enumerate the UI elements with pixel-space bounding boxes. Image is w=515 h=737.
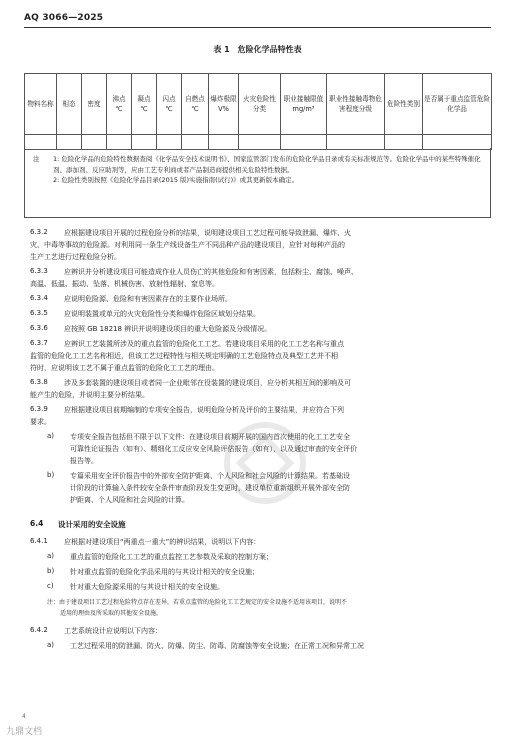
clause-text-line: 灾、中毒等事故的危险源。对利用同一条生产线设备生产不同品种产品的建设项目，应针对每种产品的 — [30, 241, 345, 249]
header-rule — [24, 27, 491, 28]
list-item-line: 工艺过程采用的防泄漏、防火、防爆、防尘、防毒、防腐蚀等安全设施；在正常工况和异常工况 — [70, 642, 364, 650]
table-header-cell: 密度 — [82, 74, 107, 135]
clause-text-line: 生产工艺进行过程危险分析。 — [30, 253, 121, 261]
clause-text-line: 应说明危险源、危险和有害因素存在的主要作业场所。 — [64, 295, 232, 303]
clause-text-line: 监管的危险化工工艺名称相近，但该工艺过程特性与相关规定明确的工艺危险特点及典型工艺并不相 — [30, 352, 338, 360]
note-line: 注：由于建设项目工艺过程危险特点存在差异，若重点监管的危险化工工艺规定的安全设施不适用该项目，说明不 — [47, 599, 348, 606]
clause-text-line: 应说明装置或单元的火灾危险性分类和爆炸危险区域划分结果。 — [64, 310, 260, 318]
table-header-cell: 职业性接触毒物危害程度分级 — [327, 74, 385, 135]
clause-text-line: 应辨识并分析建设项目可能造成作业人员伤亡的其他危险和有害因素，包括粉尘、腐蚀、噪声、 — [64, 268, 358, 276]
table-header-cell: 凝点 ℃ — [132, 74, 157, 135]
clause-number: 6.4.2 — [30, 626, 48, 634]
clause-text-line: 高温、低温、振动、坠落、机械伤害、放射性辐射、窒息等。 — [30, 280, 219, 288]
clause-text-line: 应按照 GB 18218 辨识并说明建设项目的重大危险源及分级情况。 — [64, 325, 272, 333]
list-item-line: 重点监管的危险化工工艺的重点监控工艺参数及采取的控制方案； — [70, 553, 273, 561]
list-item-line: 针对重点监管的危险化学品采用的与其设计相关的安全设施； — [70, 568, 259, 576]
clause-text-line: 能产生的危险，并说明主要分析结果。 — [30, 391, 149, 399]
clause-text-line: 涉及多套装置的建设项目或者同一企业毗邻在役装置的建设项目，应分析其相互间的影响及可 — [64, 379, 351, 387]
list-item-line: 针对重大危险源采用的与其设计相关的安全设施。 — [70, 583, 224, 591]
page-number: 4 — [22, 713, 26, 720]
table-header-cell: 火灾危险性分类 — [239, 74, 281, 135]
table-header-cell: 沸点 ℃ — [107, 74, 132, 135]
clause-number: 6.3.3 — [30, 267, 48, 275]
list-item-line: 可靠性论证报告（如有）、精细化工反应安全风险评估报告（如有），以及通过审查的安全评价 — [70, 445, 357, 453]
clause-number: 6.3.9 — [30, 405, 48, 413]
table-header-cell: 物料名称 — [25, 74, 57, 135]
table-header-cell: 闪点 ℃ — [157, 74, 182, 135]
table-notes — [24, 148, 491, 218]
clause-text-line: 应根据建设项目前期编制的专项安全报告，说明危险分析及评价的主要结果，并应符合下列 — [64, 406, 344, 414]
clause-text-line: 工艺系统设计应说明以下内容： — [64, 627, 162, 635]
clause-text-line: 要求。 — [30, 418, 51, 426]
standard-code: AQ 3066—2025 — [24, 13, 104, 23]
section-number: 6.4 — [30, 519, 44, 528]
list-item-label: c) — [47, 582, 54, 590]
clause-text-line: 应根据建设项目开展的过程危险分析的结果，说明建设项目工艺过程可能导致泄漏、爆炸、火 — [64, 229, 351, 237]
list-item-label: b) — [47, 567, 55, 575]
clause-number: 6.4.1 — [30, 537, 48, 545]
table-header-row — [25, 74, 492, 135]
table-title: 表 1 危险化学品特性表 — [213, 45, 302, 54]
section-title: 设计采用的安全设施 — [58, 520, 126, 529]
clause-text-line: 符时，应说明该工艺不属于重点监管的危险化工工艺的理由。 — [30, 364, 219, 372]
list-item-label: a) — [47, 641, 55, 649]
list-item-label: b) — [47, 471, 55, 479]
list-item-line: 护距离、个人风险和社会风险的计算。 — [70, 496, 189, 504]
list-item-line: 计阶段的计算输入条件较安全条件审查阶段发生变更时，建设单位重新组织开展外部安全防 — [70, 484, 350, 492]
hazardous-chemicals-table — [24, 73, 492, 150]
clause-number: 6.3.4 — [30, 294, 48, 302]
table-header-cell: 职业接触限值 mg/m³ — [281, 74, 327, 135]
clause-number: 6.3.2 — [30, 228, 48, 236]
clause-text-line: 应根据对建设项目“两重点一重大”的辨识结果，说明以下内容： — [64, 538, 261, 546]
list-item-line: 报告等。 — [70, 457, 98, 465]
clause-number: 6.3.7 — [30, 339, 48, 347]
note-line: 适用的理由及所采取的其他安全设施。 — [60, 610, 163, 617]
list-item-line: 专项安全报告包括但不限于以下文件：在建设项目前期开展的国内首次使用的化工工艺安全 — [70, 433, 350, 441]
table-note — [33, 154, 482, 175]
table-header-cell: 相态 — [57, 74, 82, 135]
clause-number: 6.3.6 — [30, 324, 48, 332]
list-item-label: a) — [47, 552, 55, 560]
list-item-label: a) — [47, 432, 55, 440]
note-text: 1: 危险化学品的危险特性数据查阅《化学品安全技术说明书》、国家监管部门发布的危险化学品目录或有关标准规范等。危险化学品中的某些特殊催化剂、添加剂、反应助剂等，应由工艺专利商或者产品制造商提供相关危险特性数据。 — [53, 155, 481, 174]
watermark-text: 九鼎文档 — [6, 727, 43, 737]
table-header-cell: 是否属于重点监管危险化学品 — [423, 74, 492, 135]
clause-text-line: 应辨识工艺装置所涉及的重点监管的危险化工工艺。若建设项目采用的化工工艺名称与重点 — [64, 340, 344, 348]
table-header-cell: 危险性类别 — [385, 74, 423, 135]
list-item-line: 专篇采用安全评价报告中的外部安全防护距离、个人风险和社会风险的计算结果。若基础设 — [70, 472, 350, 480]
clause-number: 6.3.5 — [30, 309, 48, 317]
table-header-cell: 自燃点 ℃ — [182, 74, 209, 135]
table-header-cell: 爆炸极限 V% — [209, 74, 239, 135]
clause-number: 6.3.8 — [30, 378, 48, 386]
note-text: 2: 危险性类别按照《危险化学品目录(2015 版)实施指南(试行)》或其更新版本确定。 — [53, 176, 299, 185]
note-label: 注 — [33, 155, 40, 163]
table-note — [53, 175, 482, 186]
